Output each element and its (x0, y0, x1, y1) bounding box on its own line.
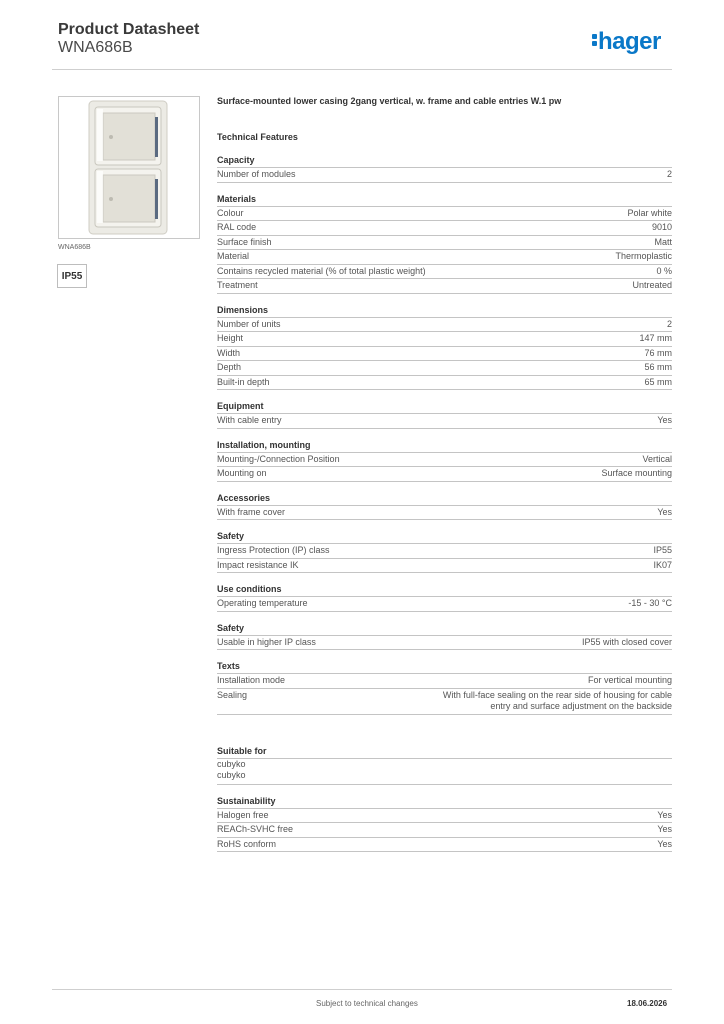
logo-text: hager (598, 28, 661, 55)
technical-content (217, 94, 672, 862)
spec-row (217, 236, 672, 251)
spec-row (217, 544, 672, 559)
section-title: Texts (217, 660, 672, 674)
spec-label: Mounting-/Connection Position (217, 453, 340, 464)
spec-label: Installation mode (217, 675, 286, 685)
enclosure-illustration (59, 97, 199, 238)
logo-dots-icon (592, 32, 598, 48)
spec-row (217, 689, 672, 715)
product-code: WNA686B (58, 39, 133, 56)
list-item: cubyko (217, 770, 246, 780)
spec-label: Number of units (217, 318, 281, 329)
spec-label: Colour (217, 207, 244, 218)
ip-rating-badge: IP55 (57, 264, 87, 288)
hager-logo (592, 28, 661, 56)
header-divider (52, 69, 672, 70)
spec-label: Surface finish (217, 236, 272, 247)
footer-divider (52, 989, 672, 990)
spec-value: 65 mm (644, 376, 672, 387)
section-title: Dimensions (217, 304, 672, 318)
section-title: Installation, mounting (217, 439, 672, 453)
spec-row (217, 467, 672, 482)
spec-row (217, 414, 672, 429)
spec-label: Height (217, 333, 244, 343)
spec-value: Polar white (627, 207, 672, 218)
spec-value: 9010 (651, 222, 672, 232)
spec-row (217, 318, 672, 333)
spec-label: Impact resistance IK (217, 559, 299, 570)
spec-row (217, 347, 672, 362)
spec-value: 0 % (656, 265, 672, 276)
technical-features-heading: Technical Features (217, 132, 298, 142)
section-title: Suitable for (217, 745, 672, 759)
feature-sections (217, 154, 672, 715)
product-description: Surface-mounted lower casing 2gang vertical, w. frame and cable entries W.1 pw (217, 96, 562, 106)
spec-row (217, 838, 672, 853)
section-title: Sustainability (217, 795, 672, 809)
page-title: Product Datasheet (58, 21, 200, 38)
spec-value: IP55 (653, 545, 672, 555)
spec-label: Usable in higher IP class (217, 636, 316, 647)
spec-row (217, 221, 672, 236)
spec-row (217, 559, 672, 574)
spec-value: 2 (666, 169, 672, 179)
spec-value: Surface mounting (601, 468, 672, 478)
suitable-for-section (217, 745, 672, 785)
product-image (58, 96, 200, 239)
list-item: cubyko (217, 758, 246, 769)
spec-label: Depth (217, 362, 242, 372)
spec-section (217, 193, 672, 294)
spec-section (217, 439, 672, 482)
spec-row (217, 361, 672, 376)
spec-value: Vertical (642, 453, 672, 464)
spec-row (217, 453, 672, 468)
spec-value: With full-face sealing on the rear side of housing for cable entry and surface adjustment on the backside (442, 689, 672, 711)
spec-row (217, 265, 672, 280)
spec-value: -15 - 30 °C (628, 598, 672, 608)
spec-section (217, 622, 672, 651)
spec-value: Yes (657, 824, 672, 834)
spec-value: 147 mm (639, 333, 672, 343)
spec-label: With frame cover (217, 506, 286, 517)
spec-row (217, 207, 672, 222)
spec-label: Material (217, 251, 250, 261)
section-title: Materials (217, 193, 672, 207)
spec-section (217, 304, 672, 391)
spec-value: Yes (657, 838, 672, 849)
spec-label: Halogen free (217, 809, 269, 820)
sustainability-section (217, 795, 672, 853)
spec-row (217, 597, 672, 612)
spec-label: REACh-SVHC free (217, 824, 294, 834)
spec-value: Thermoplastic (615, 251, 672, 261)
spec-section (217, 660, 672, 715)
spec-value: 56 mm (644, 362, 672, 372)
spec-label: Mounting on (217, 468, 267, 478)
section-title: Equipment (217, 400, 672, 414)
spec-value: IP55 with closed cover (581, 636, 672, 647)
spec-row (217, 250, 672, 265)
spec-section (217, 400, 672, 429)
spec-row (217, 674, 672, 689)
spec-label: Ingress Protection (IP) class (217, 545, 330, 555)
spec-label: Treatment (217, 280, 258, 290)
spec-section (217, 530, 672, 573)
section-title: Use conditions (217, 583, 672, 597)
spec-label: Operating temperature (217, 598, 308, 608)
spec-label: Built-in depth (217, 376, 270, 387)
spec-value: Yes (657, 809, 672, 820)
spec-value: Matt (654, 236, 672, 247)
spec-label: Width (217, 347, 241, 358)
spec-row (217, 809, 672, 824)
spec-row (217, 332, 672, 347)
spec-label: Contains recycled material (% of total plastic weight) (217, 265, 426, 276)
section-title: Accessories (217, 492, 672, 506)
spec-value: 2 (666, 318, 672, 329)
suitable-for-list (217, 759, 672, 785)
spec-section (217, 154, 672, 183)
section-title: Safety (217, 622, 672, 636)
footer-date: 18.06.2026 (627, 999, 668, 1008)
spec-label: RoHS conform (217, 838, 277, 849)
spec-value: Yes (657, 506, 672, 517)
spec-value: Untreated (632, 280, 672, 290)
spec-label: RAL code (217, 222, 257, 232)
spec-row (217, 168, 672, 183)
spec-label: With cable entry (217, 415, 282, 425)
spec-label: Sealing (217, 689, 248, 700)
spec-value: For vertical mounting (587, 675, 672, 685)
footer-note: Subject to technical changes (316, 999, 418, 1008)
image-caption: WNA686B (58, 244, 91, 251)
spec-row (217, 279, 672, 294)
spec-row (217, 376, 672, 391)
spec-row (217, 823, 672, 838)
spec-value: IK07 (653, 559, 672, 570)
spec-row (217, 506, 672, 521)
spec-value: 76 mm (644, 347, 672, 358)
spec-section (217, 583, 672, 612)
section-title: Capacity (217, 154, 672, 168)
spec-row (217, 636, 672, 651)
spec-section (217, 492, 672, 521)
spec-label: Number of modules (217, 169, 296, 179)
section-title: Safety (217, 530, 672, 544)
spec-value: Yes (657, 415, 672, 425)
